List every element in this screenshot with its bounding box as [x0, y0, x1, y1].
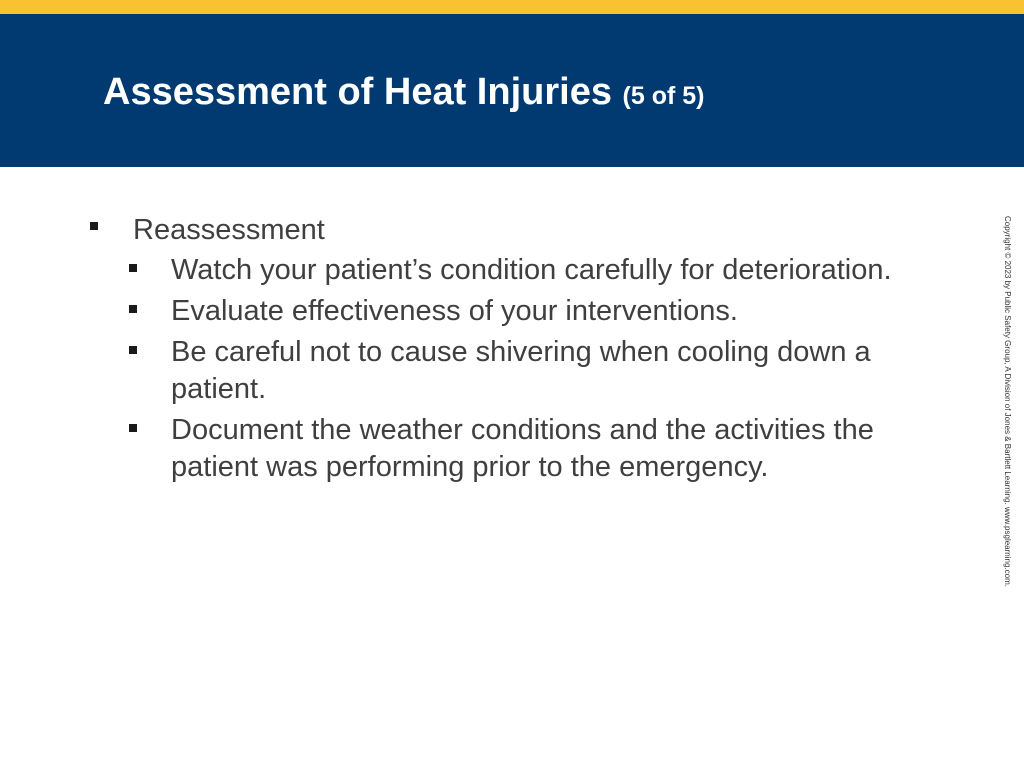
square-bullet-icon — [129, 424, 137, 432]
bullet-list — [88, 212, 948, 490]
sub-bullet-text: Evaluate effectiveness of your interventions. — [171, 295, 738, 327]
sub-bullet-item — [88, 334, 948, 408]
sub-bullet-item — [88, 252, 948, 289]
sub-bullet-list — [88, 252, 948, 486]
copyright-notice: Copyright © 2023 by Public Safety Group, A Division of Jones & Bartlett Learning. www.psglearning.com. — [1003, 216, 1012, 587]
sub-bullet-text: Watch your patient’s condition carefully for deterioration. — [171, 254, 892, 286]
sub-bullet-item — [88, 412, 948, 486]
slide-title-text: Assessment of Heat Injuries — [103, 71, 612, 113]
bullet-text: Reassessment — [133, 214, 325, 246]
square-bullet-icon — [90, 222, 98, 230]
sub-bullet-item — [88, 293, 948, 330]
bullet-item — [88, 212, 948, 249]
slide-title — [103, 70, 704, 118]
sub-bullet-text: Document the weather conditions and the activities the patient was performing prior to the emergency. — [171, 414, 874, 483]
square-bullet-icon — [129, 346, 137, 354]
sub-bullet-text: Be careful not to cause shivering when cooling down a patient. — [171, 336, 871, 405]
accent-stripe — [0, 0, 1024, 14]
square-bullet-icon — [129, 305, 137, 313]
slide-title-suffix: (5 of 5) — [622, 82, 705, 110]
square-bullet-icon — [129, 264, 137, 272]
